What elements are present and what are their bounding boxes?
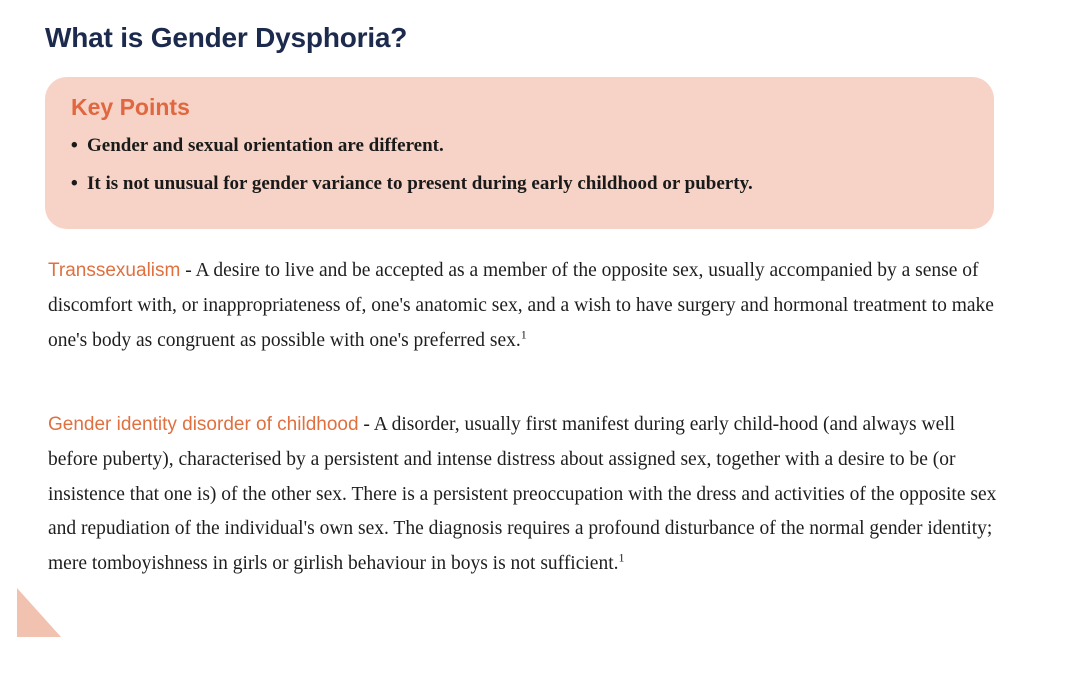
key-point-text: Gender and sexual orientation are different. [87,135,444,156]
reference-superscript: 1 [520,327,527,342]
key-points-list [71,127,994,203]
key-points-heading: Key Points [71,94,190,120]
bullet-icon: • [71,135,78,156]
bullet-icon: • [71,173,78,194]
page-title: What is Gender Dysphoria? [45,22,408,53]
definition-gender-identity-disorder [48,408,998,582]
definition-term: Gender identity disorder of childhood [48,414,359,435]
reference-superscript: 1 [618,550,625,565]
key-point-item [71,127,994,165]
key-point-item [71,165,994,203]
definition-term: Transsexualism [48,260,181,281]
key-point-text: It is not unusual for gender variance to present during early childhood or puberty. [87,173,753,194]
definition-transsexualism [48,254,998,358]
definition-text: - A disorder, usually first manifest during early child-hood (and always well before puberty), characterised by a persistent and intense distress about assigned sex, together with a desire to be (or insistence that one is) of the other sex. There is a persistent preoccupation with the dress and activities of the opposite sex and repudiation of the individual's own sex. The diagnosis requires a profound disturbance of the normal gender identity; mere tomboyishness in girls or girlish behaviour in boys is not sufficient. [48,414,997,575]
key-points-box [45,77,994,229]
definition-text: - A desire to live and be accepted as a member of the opposite sex, usually accompanied by a sense of discomfort with, or inappropriateness of, one's anatomic sex, and a wish to have surgery and hormonal treatment to make one's body as congruent as possible with one's preferred sex. [48,260,994,351]
corner-triangle-decoration [17,588,61,637]
